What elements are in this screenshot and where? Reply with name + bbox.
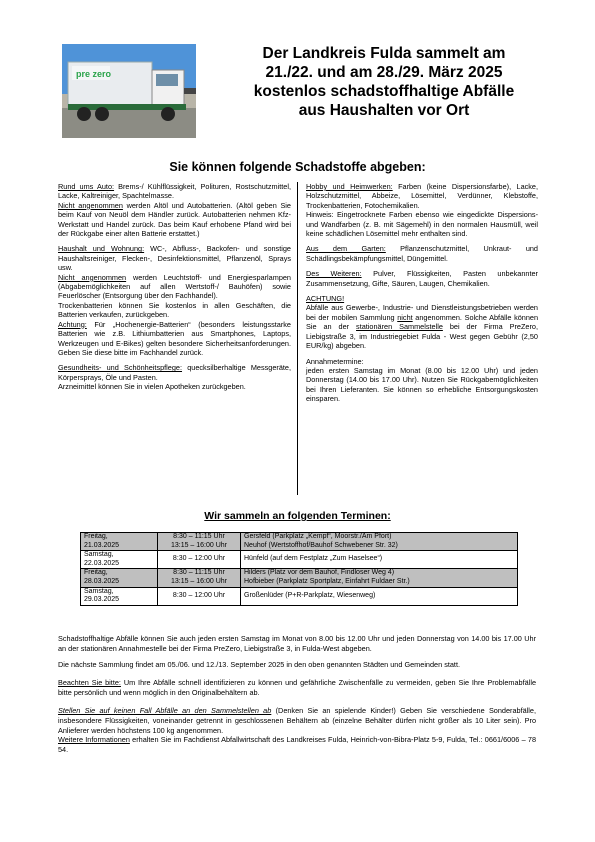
caution-text: Für „Hochenergie-Batterien“ (besonders leistungsstarke Batterien wie z.B. Lithiumbatterien aus Smartphones, Laptops, Werkzeugen und E-Bikes) gelten besondere Sicherheitsanforderungen. Geben Sie diese bitte im Fachhandel zurück. (58, 319, 291, 357)
auto-not-accepted-text: werden Altöl und Autobatterien. (Altöl geben Sie beim Kauf von Neuöl dem Händler zurück. Autobatterien nehmen Kfz-Werkstatt und Handel zurück. Das beim Kauf erhobene Pfand wird bei der Rückgabe einer alten Batterie erstattet.) (58, 200, 291, 239)
dates-cell-time (158, 587, 241, 605)
batteries-text: Trockenbatterien können Sie kostenlos in allen Geschäften, die Batterien verkaufen, zurückgeben. (58, 300, 291, 320)
dates-cell-place (241, 533, 518, 551)
medicine-text: Arzneimittel können Sie in vielen Apotheken zurückgeben. (58, 382, 246, 392)
footer-warning (58, 706, 536, 755)
dates-time-line: 8:30 – 11:15 Uhr (173, 533, 225, 540)
dates-cell-day (81, 569, 158, 587)
footer-notice (58, 678, 536, 698)
commercial-paragraph (306, 294, 538, 350)
dates-cell-day (81, 533, 158, 551)
footer (58, 634, 536, 755)
commercial-text-3: bei der Firma PreZero, Liebigstraße 3, im Industriegebiet Fulda - West gegen Gebühr (2,50 EUR/kg) abgeben. (306, 322, 538, 351)
footer-notice-heading: Beachten Sie bitte: (58, 678, 121, 688)
auto-heading: Rund ums Auto: (58, 182, 115, 191)
dates-day-line: 21.03.2025 (84, 541, 120, 549)
column-divider (297, 182, 298, 495)
hobby-heading: Hobby und Heimwerken: (306, 182, 393, 191)
health-heading: Gesundheits- und Schönheitspflege: (58, 363, 183, 373)
dates-cell-day (81, 587, 158, 605)
caution-heading: Achtung: (58, 319, 87, 329)
footer-warning-heading: Stellen Sie auf keinen Fall Abfälle an den Sammelstellen ab (58, 705, 272, 715)
hint-text: Hinweis: Eingetrocknete Farben ebenso wie eingedickte Dispersions- und Wandfarben (z. B. mit Sägemehl) in den normalen Hausmüll, weil keine schädlichen Lösemittel mehr enthalten sind. (306, 210, 538, 239)
garden-heading: Aus dem Garten: (306, 244, 386, 254)
footer-info-text: erhalten Sie im Fachdienst Abfallwirtschaft des Landkreises Fulda, Heinrich-von-Bibra-Platz 5-9, Fulda, Tel.: 0661/6006 – 78 54. (58, 735, 536, 755)
household-heading: Haushalt und Wohnung: (58, 244, 145, 254)
hobby-paragraph (306, 182, 538, 238)
page-title (236, 44, 532, 120)
dates-day-line: 28.03.2025 (84, 577, 120, 585)
section-subtitle: Sie können folgende Schadstoffe abgeben: (169, 160, 426, 174)
right-column (306, 182, 538, 410)
dates-day-line: Freitag, (84, 533, 108, 540)
dates-day-line: Samstag, (84, 587, 114, 595)
dates-row (81, 533, 518, 551)
footer-info-heading: Weitere Informationen (58, 735, 130, 745)
dates-row (81, 551, 518, 569)
dates-heading: Wir sammeln an folgenden Terminen: (204, 510, 391, 522)
auto-paragraph (58, 182, 291, 238)
commercial-text-2: angenommen. Solche Abfälle können Sie an der (306, 312, 539, 332)
dates-day-line: Freitag, (84, 569, 108, 577)
dates-cell-time (158, 533, 241, 551)
further-paragraph (306, 269, 538, 288)
truck-illustration (62, 44, 196, 138)
further-heading: Des Weiteren: (306, 269, 362, 279)
acceptance-paragraph (306, 357, 538, 404)
commercial-text-1: Abfälle aus Gewerbe-, Industrie- und Dienstleistungsbetrieben werden bei der mobilen Sammlung (306, 303, 538, 322)
dates-time-line: 8:30 – 11:15 Uhr (173, 569, 225, 577)
household-not-accepted-heading: Nicht angenommen (58, 272, 127, 282)
acceptance-heading: Annahmetermine: (306, 356, 364, 366)
dates-day-line: Samstag, (84, 551, 114, 559)
dates-place-line: Gersfeld (Parkplatz „Kempf“, Moorstr./Am Pfort) (244, 533, 392, 540)
dates-cell-place (241, 587, 518, 605)
dates-day-line: 29.03.2025 (84, 596, 120, 604)
garden-paragraph (306, 244, 538, 263)
dates-time-line: 13:15 – 16:00 Uhr (170, 541, 228, 549)
garden-text: Pflanzenschutzmittel, Unkraut- und Schädlingsbekämpfungsmittel, Düngemittel. (306, 244, 538, 263)
dates-cell-place (241, 569, 518, 587)
footer-warning-text: (Denken Sie an spielende Kinder!) Geben Sie verschiedene Sonderabfälle, insbesondere Flüssigkeiten, voneinander getrennt in geschlossenen Behältern ab (einzelne Behälter dürfen nicht größer als 10 Liter sein). Pro Anlieferer werden höchstens 100 kg angenommen. (58, 705, 537, 735)
household-not-accepted-text: werden Leuchtstoff- und Energiesparlampen (Abgabemöglichkeiten auf allen Wertstoff-/ Bauhöfen) sowie Feuerlöscher (Entsorgung über den Fachhandel). (58, 272, 291, 301)
dates-place-line: Hünfeld (auf dem Festplatz „Zum Haselsee“) (244, 555, 383, 563)
title-line-1: Der Landkreis Fulda sammelt am (262, 45, 506, 62)
dates-time-line: 8:30 – 12:00 Uhr (172, 591, 226, 599)
dates-cell-place (241, 551, 518, 569)
dates-row (81, 587, 518, 605)
hobby-text: Farben (keine Dispersionsfarbe), Lacke, Holzschutzmittel, Abbeize, Lösemittel, Verdünner, Klebstoffe, Trockenbatterien, Fotochemikalien. (306, 182, 539, 210)
truck-photo (62, 44, 196, 138)
dates-place-line: Hofbieber (Parkplatz Sportplatz, Einfahrt Fuldaer Str.) (244, 577, 410, 585)
commercial-not: nicht (397, 312, 413, 322)
commercial-heading: ACHTUNG! (306, 294, 345, 304)
footer-stationary: Schadstoffhaltige Abfälle können Sie auch jeden ersten Samstag im Monat von 8.00 bis 12.00 Uhr und jeden Donnerstag von 14.00 bis 17.00 Uhr an der stationären Annahmestelle bei der Firma PreZero, Liebigstraße 3, in Fulda-West abgeben. (58, 634, 536, 653)
dates-time-line: 8:30 – 12:00 Uhr (172, 555, 226, 563)
dates-table (80, 532, 518, 606)
dates-row (81, 569, 518, 587)
dates-place-line: Großenlüder (P+R-Parkplatz, Wiesenweg) (244, 591, 376, 599)
acceptance-text: jeden ersten Samstag im Monat (8.00 bis 12.00 Uhr) und jeden Donnerstag (14.00 bis 17.00 Uhr). Nutzen Sie Rückgabemöglichkeiten bei Ihren Lieferanten. Sie können so erhebliche Entsorgungskosten einsparen. (306, 365, 538, 404)
footer-next-collection: Die nächste Sammlung findet am 05./06. und 12./13. September 2025 in den oben genannten Städten und Gemeinden statt. (58, 659, 461, 669)
dates-cell-time (158, 551, 241, 569)
commercial-station: stationären Sammelstelle (356, 322, 443, 332)
dates-day-line: 22.03.2025 (84, 559, 120, 567)
health-text: quecksilberhaltige Messgeräte, Körpersprays, Öle und Pasten. (58, 363, 291, 382)
dates-table-body (81, 533, 518, 606)
dates-place-line: Neuhof (Wertstoffhof/Bauhof Schwebener Str. 32) (244, 541, 398, 549)
left-column (58, 182, 291, 398)
auto-not-accepted-heading: Nicht angenommen (58, 200, 123, 210)
footer-notice-text: Um Ihre Abfälle schnell identifizieren zu können und gefährliche Zwischenfälle zu vermeiden, geben Sie Ihre Problemabfälle bitte persönlich und wenn möglich in den Originalbehältern ab. (58, 678, 536, 698)
dates-cell-time (158, 569, 241, 587)
household-text: WC-, Abfluss-, Backofen- und sonstige Haushaltsreiniger, Flecken-, Desinfektionsmittel, Pflanzenöl, Sprays usw. (58, 244, 291, 273)
title-line-2: 21./22. und am 28./29. März 2025 (265, 64, 503, 81)
dates-time-line: 13:15 – 16:00 Uhr (170, 577, 228, 585)
further-text: Pulver, Flüssigkeiten, Pasten unbekannter Zusammensetzung, Gifte, Säuren, Laugen, Chemikalien. (306, 269, 538, 288)
title-line-4: aus Haushalten vor Ort (298, 102, 470, 119)
dates-place-line: Hilders (Platz vor dem Bauhof, Findloser Weg 4) (244, 569, 395, 577)
title-line-3: kostenlos schadstoffhaltige Abfälle (253, 83, 515, 100)
auto-text: Brems-/ Kühlflüssigkeit, Polituren, Rostschutzmittel, Lacke, Kaltreiniger, Spachtelmasse. (58, 182, 291, 201)
health-paragraph (58, 363, 291, 391)
household-paragraph (58, 244, 291, 357)
dates-cell-day (81, 551, 158, 569)
truck-logo-text: pre zero (76, 69, 112, 79)
